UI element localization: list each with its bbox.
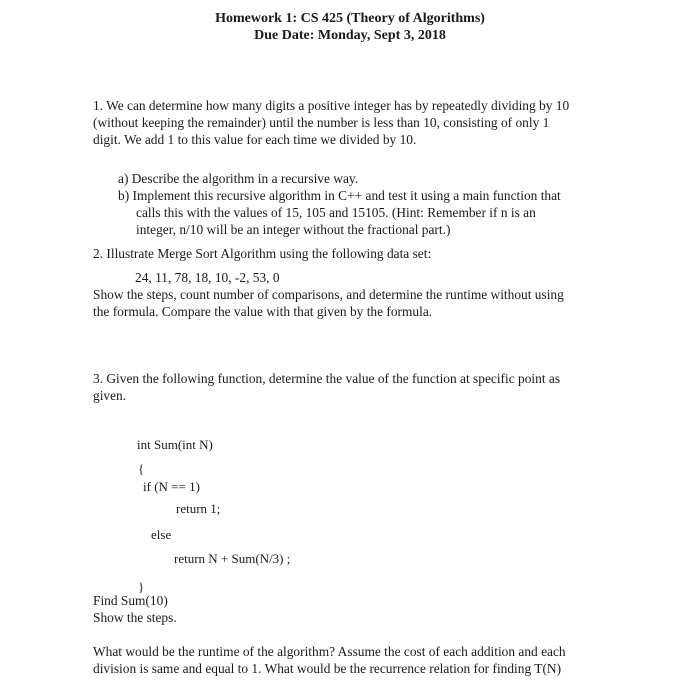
question-1-part-a: a) Describe the algorithm in a recursive way. <box>118 171 359 186</box>
page-title: Homework 1: CS 425 (Theory of Algorithms) <box>215 11 485 26</box>
code-close-brace: } <box>138 579 145 594</box>
question-1-part-b-line: integer, n/10 will be an integer without the fractional part.) <box>136 222 451 237</box>
due-date: Due Date: Monday, Sept 3, 2018 <box>254 28 446 43</box>
question-3-line: given. <box>93 388 127 403</box>
code-return-one: return 1; <box>176 501 221 516</box>
question-1 <box>93 97 569 148</box>
question-1-line: 1. We can determine how many digits a positive integer has by repeatedly dividing by 10 <box>93 98 570 113</box>
code-signature: int Sum(int N) <box>137 437 213 452</box>
code-return-recursive: return N + Sum(N/3) ; <box>174 551 291 566</box>
question-1-parts <box>118 170 561 238</box>
find-sum-text: Find Sum(10) <box>93 593 168 608</box>
question-2-line: Show the steps, count number of comparisons, and determine the runtime without using <box>93 287 564 302</box>
question-2-line: the formula. Compare the value with that given by the formula. <box>93 304 433 319</box>
question-1-part-b: b) Implement this recursive algorithm in C++ and test it using a main function that <box>118 188 561 203</box>
question-1-line: (without keeping the remainder) until the number is less than 10, consisting of only 1 <box>93 115 550 130</box>
runtime-line: division is same and equal to 1. What would be the recurrence relation for finding T(N) <box>93 661 562 676</box>
question-3-line: 3. Given the following function, determine the value of the function at specific point as <box>93 371 561 386</box>
show-steps-text: Show the steps. <box>93 610 177 625</box>
code-else-line: else <box>151 527 172 542</box>
question-3 <box>93 370 560 404</box>
code-if-line: if (N == 1) <box>143 479 200 494</box>
question-2-data-set: 24, 11, 78, 18, 10, -2, 53, 0 <box>135 270 280 285</box>
question-3-find <box>93 592 177 626</box>
code-open-brace: { <box>138 461 145 476</box>
question-3-runtime <box>93 643 566 677</box>
question-2 <box>93 245 564 320</box>
runtime-line: What would be the runtime of the algorithm? Assume the cost of each addition and each <box>93 644 566 659</box>
question-1-part-b-line: calls this with the values of 15, 105 and 15105. (Hint: Remember if n is an <box>136 205 536 220</box>
question-2-intro: 2. Illustrate Merge Sort Algorithm using the following data set: <box>93 246 432 261</box>
question-1-line: digit. We add 1 to this value for each time we divided by 10. <box>93 132 417 147</box>
